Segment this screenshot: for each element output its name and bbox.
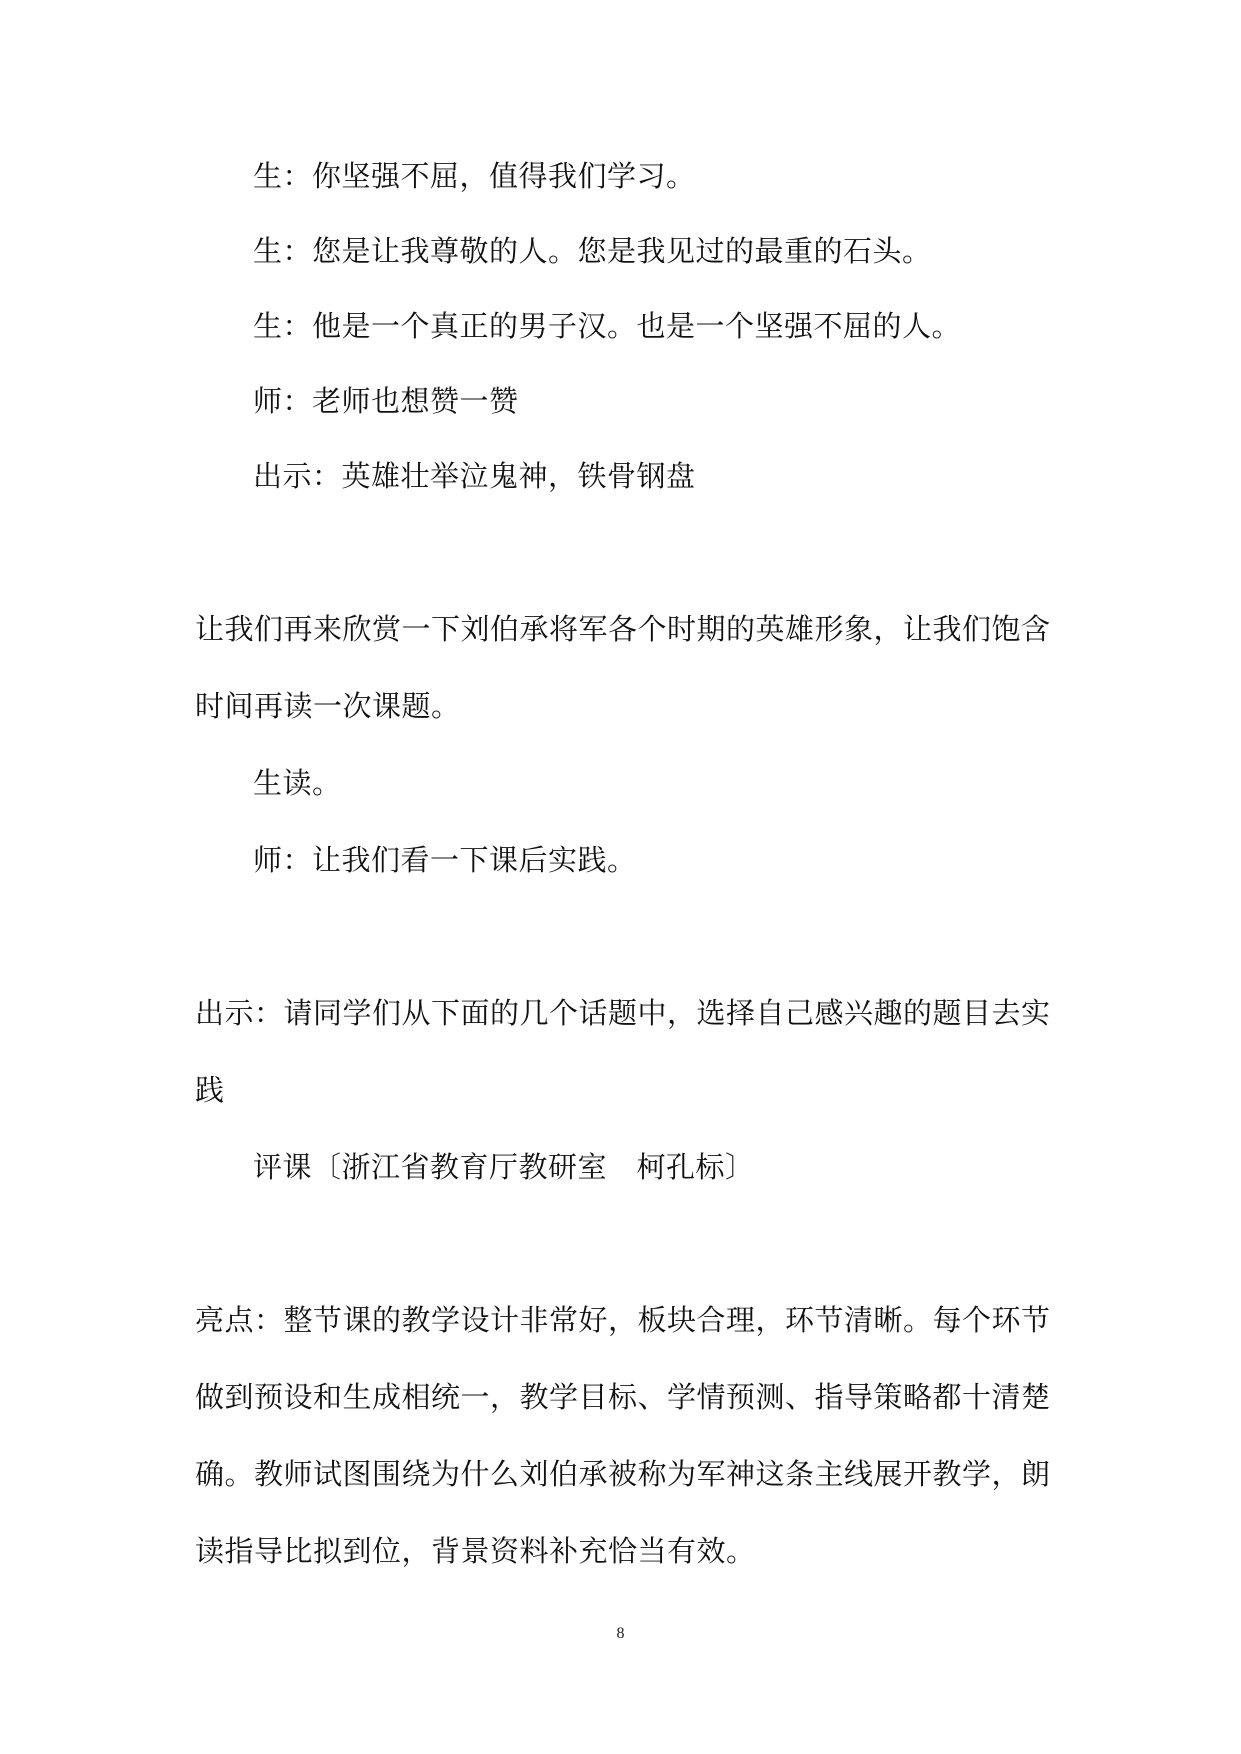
dialogue-line: 生：他是一个真正的男子汉。也是一个坚强不屈的人。 xyxy=(253,309,962,343)
section-heading: 评课〔浙江省教育厅教研室 柯孔标〕 xyxy=(253,1150,755,1184)
dialogue-line: 师：让我们看一下课后实践。 xyxy=(253,843,637,877)
page-number: 8 xyxy=(616,1625,625,1642)
paragraph-line: 确。教师试图围绕为什么刘伯承被称为军神这条主线展开教学，朗 xyxy=(195,1457,1051,1491)
dialogue-line: 生：你坚强不屈，值得我们学习。 xyxy=(253,159,696,193)
dialogue-line: 生读。 xyxy=(253,766,342,800)
paragraph-line: 读指导比拟到位，背景资料补充恰当有效。 xyxy=(195,1534,756,1568)
dialogue-line: 师：老师也想赞一赞 xyxy=(253,384,519,418)
paragraph-line: 践 xyxy=(195,1073,225,1107)
dialogue-line: 出示：英雄壮举泣鬼神，铁骨钢盘 xyxy=(253,459,696,493)
paragraph-line: 让我们再来欣赏一下刘伯承将军各个时期的英雄形象，让我们饱含 xyxy=(195,612,1051,646)
dialogue-line: 生：您是让我尊敬的人。您是我见过的最重的石头。 xyxy=(253,234,932,268)
paragraph-line: 出示：请同学们从下面的几个话题中，选择自己感兴趣的题目去实 xyxy=(195,996,1051,1030)
paragraph-line: 时间再读一次课题。 xyxy=(195,689,461,723)
paragraph-line: 做到预设和生成相统一，教学目标、学情预测、指导策略都十清楚 xyxy=(195,1380,1051,1414)
paragraph-line: 亮点：整节课的教学设计非常好，板块合理，环节清晰。每个环节 xyxy=(195,1303,1051,1337)
